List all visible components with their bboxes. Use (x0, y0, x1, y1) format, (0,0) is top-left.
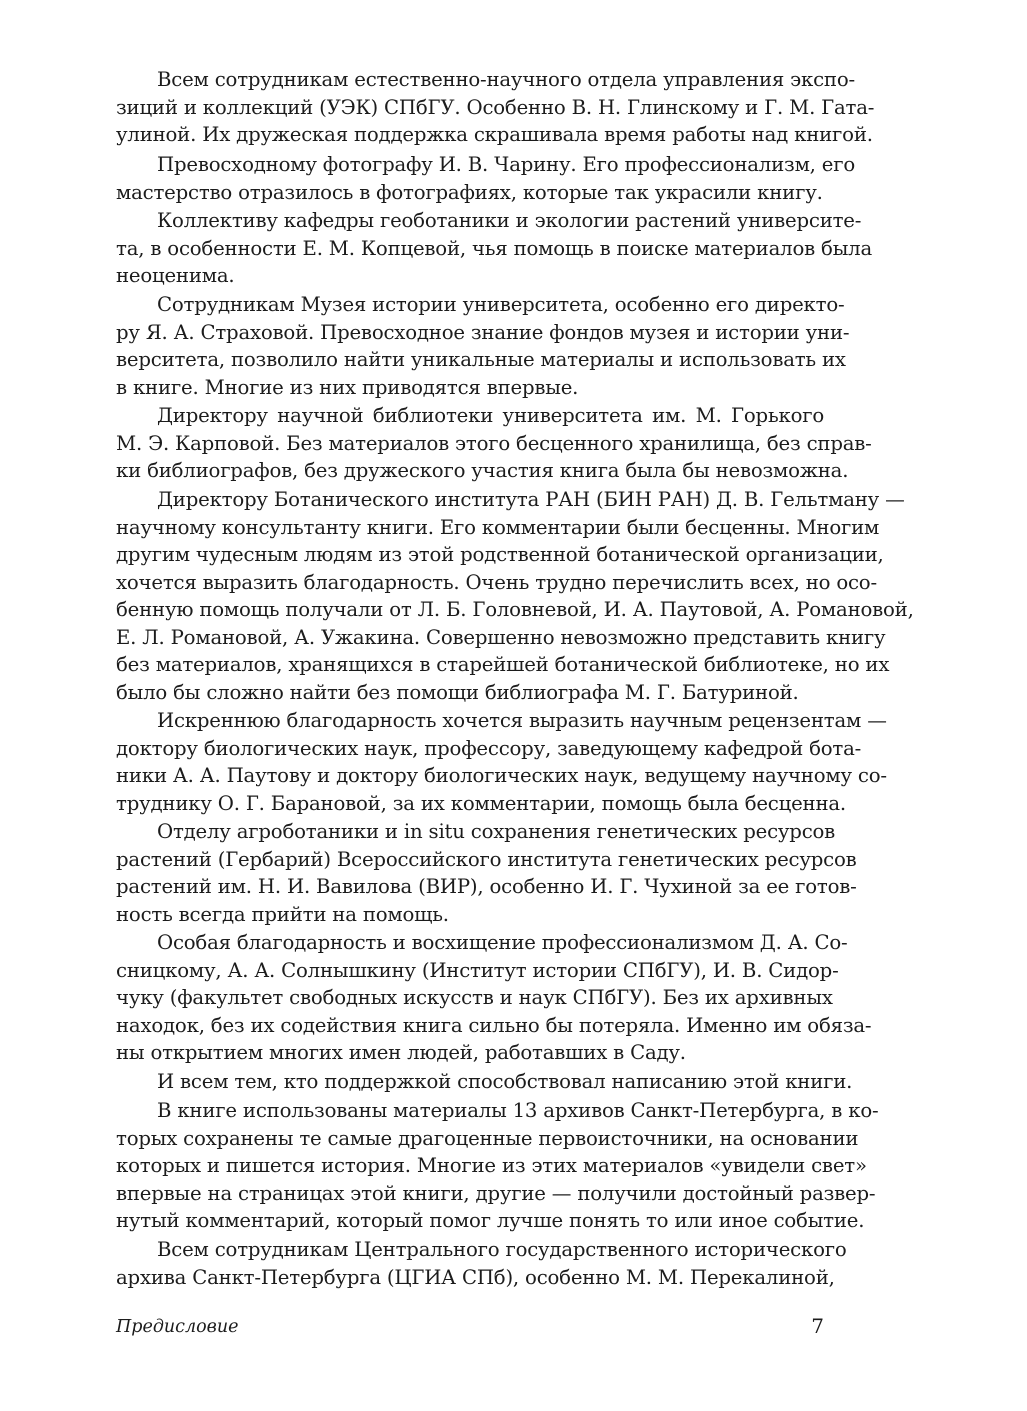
text-line: находок, без их содействия книга сильно бы потеряла. Именно им обяза- (116, 1013, 872, 1037)
text-line: другим чудесным людям из этой родственной ботанической организации, (116, 543, 884, 566)
text-line: ность всегда прийти на помощь. (116, 902, 449, 926)
text-line: чуку (факультет свободных искусств и наук СПбГУ). Без их архивных (116, 986, 833, 1009)
text-line: та, в особенности Е. М. Копцевой, чья помощь в поиске материалов была (116, 236, 873, 260)
text-line: Всем сотрудникам Центрального государственного исторического (157, 1238, 847, 1261)
text-line: архива Санкт-Петербурга (ЦГИА СПб), особенно М. М. Перекалиной, (116, 1265, 835, 1289)
text-line: неоценима. (116, 264, 235, 287)
text-line: торых сохранены те самые драгоценные первоисточники, на основании (116, 1126, 859, 1150)
text-line: научному консультанту книги. Его комментарии были бесценны. Многим (116, 515, 880, 539)
text-line: Отделу агроботаники и in situ сохранения генетических ресурсов (157, 820, 836, 843)
text-line: растений им. Н. И. Вавилова (ВИР), особенно И. Г. Чухиной за ее готов- (116, 875, 857, 898)
text-line: Директору научной библиотеки университета им. М. Горького (157, 404, 824, 427)
text-line: ки библиографов, без дружеского участия книга была бы невозможна. (116, 459, 849, 482)
text-line: было бы сложно найти без помощи библиографа М. Г. Батуриной. (116, 680, 799, 704)
text-line: Превосходному фотографу И. В. Чарину. Его профессионализм, его (157, 153, 856, 176)
text-line: Сотрудникам Музея истории университета, особенно его директо- (157, 293, 845, 316)
text-line: растений (Гербарий) Всероссийского института генетических ресурсов (116, 847, 857, 871)
text-line: М. Э. Карповой. Без материалов этого бесценного хранилища, без справ- (116, 431, 872, 455)
text-line: хочется выразить благодарность. Очень трудно перечислить всех, но осо- (116, 570, 877, 594)
text-line: которых и пишется история. Многие из этих материалов «увидели свет» (116, 1154, 867, 1177)
running-footer-title: Предисловие (116, 1317, 239, 1337)
text-line: доктору биологических наук, профессору, заведующему кафедрой бота- (116, 736, 862, 760)
text-line: Коллективу кафедры геоботаники и экологии растений университе- (157, 209, 862, 232)
text-line: мастерство отразилось в фотографиях, которые так украсили книгу. (116, 180, 823, 204)
page-number: 7 (811, 1314, 824, 1338)
text-line: впервые на страницах этой книги, другие — получили достойный развер- (116, 1181, 876, 1205)
text-line: Е. Л. Романовой, А. Ужакина. Совершенно невозможно представить книгу (116, 625, 886, 649)
text-line: нутый комментарий, который помог лучше понять то или иное событие. (116, 1209, 865, 1232)
text-line: И всем тем, кто поддержкой способствовал написанию этой книги. (157, 1070, 853, 1093)
text-line: труднику О. Г. Барановой, за их комментарии, помощь была бесценна. (116, 791, 846, 815)
text-line: в книге. Многие из них приводятся впервые. (116, 375, 579, 399)
text-line: бенную помощь получали от Л. Б. Головневой, И. А. Паутовой, А. Романовой, (116, 598, 914, 621)
text-line: ники А. А. Паутову и доктору биологических наук, ведущему научному со- (116, 764, 887, 787)
text-line: Особая благодарность и восхищение профессионализмом Д. А. Со- (157, 931, 848, 954)
text-line: Искреннюю благодарность хочется выразить научным рецензентам — (157, 709, 887, 732)
text-line: улиной. Их дружеская поддержка скрашивала время работы над книгой. (116, 123, 873, 146)
text-line: Всем сотрудникам естественно-научного отдела управления экспо- (157, 68, 855, 91)
text-line: зиций и коллекций (УЭК) СПбГУ. Особенно В. Н. Глинскому и Г. М. Гата- (116, 95, 875, 119)
text-line: ру Я. А. Страховой. Превосходное знание фондов музея и истории уни- (116, 320, 850, 344)
text-line: верситета, позволило найти уникальные материалы и использовать их (116, 348, 846, 371)
text-line: ны открытием многих имен людей, работавших в Саду. (116, 1041, 686, 1064)
text-line: сницкому, А. А. Солнышкину (Институт истории СПбГУ), И. В. Сидор- (116, 958, 839, 982)
text-line: Директору Ботанического института РАН (БИН РАН) Д. В. Гельтману — (157, 488, 905, 511)
text-line: В книге использованы материалы 13 архивов Санкт-Петербурга, в ко- (157, 1099, 879, 1122)
text-line: без материалов, хранящихся в старейшей ботанической библиотеке, но их (116, 653, 890, 676)
